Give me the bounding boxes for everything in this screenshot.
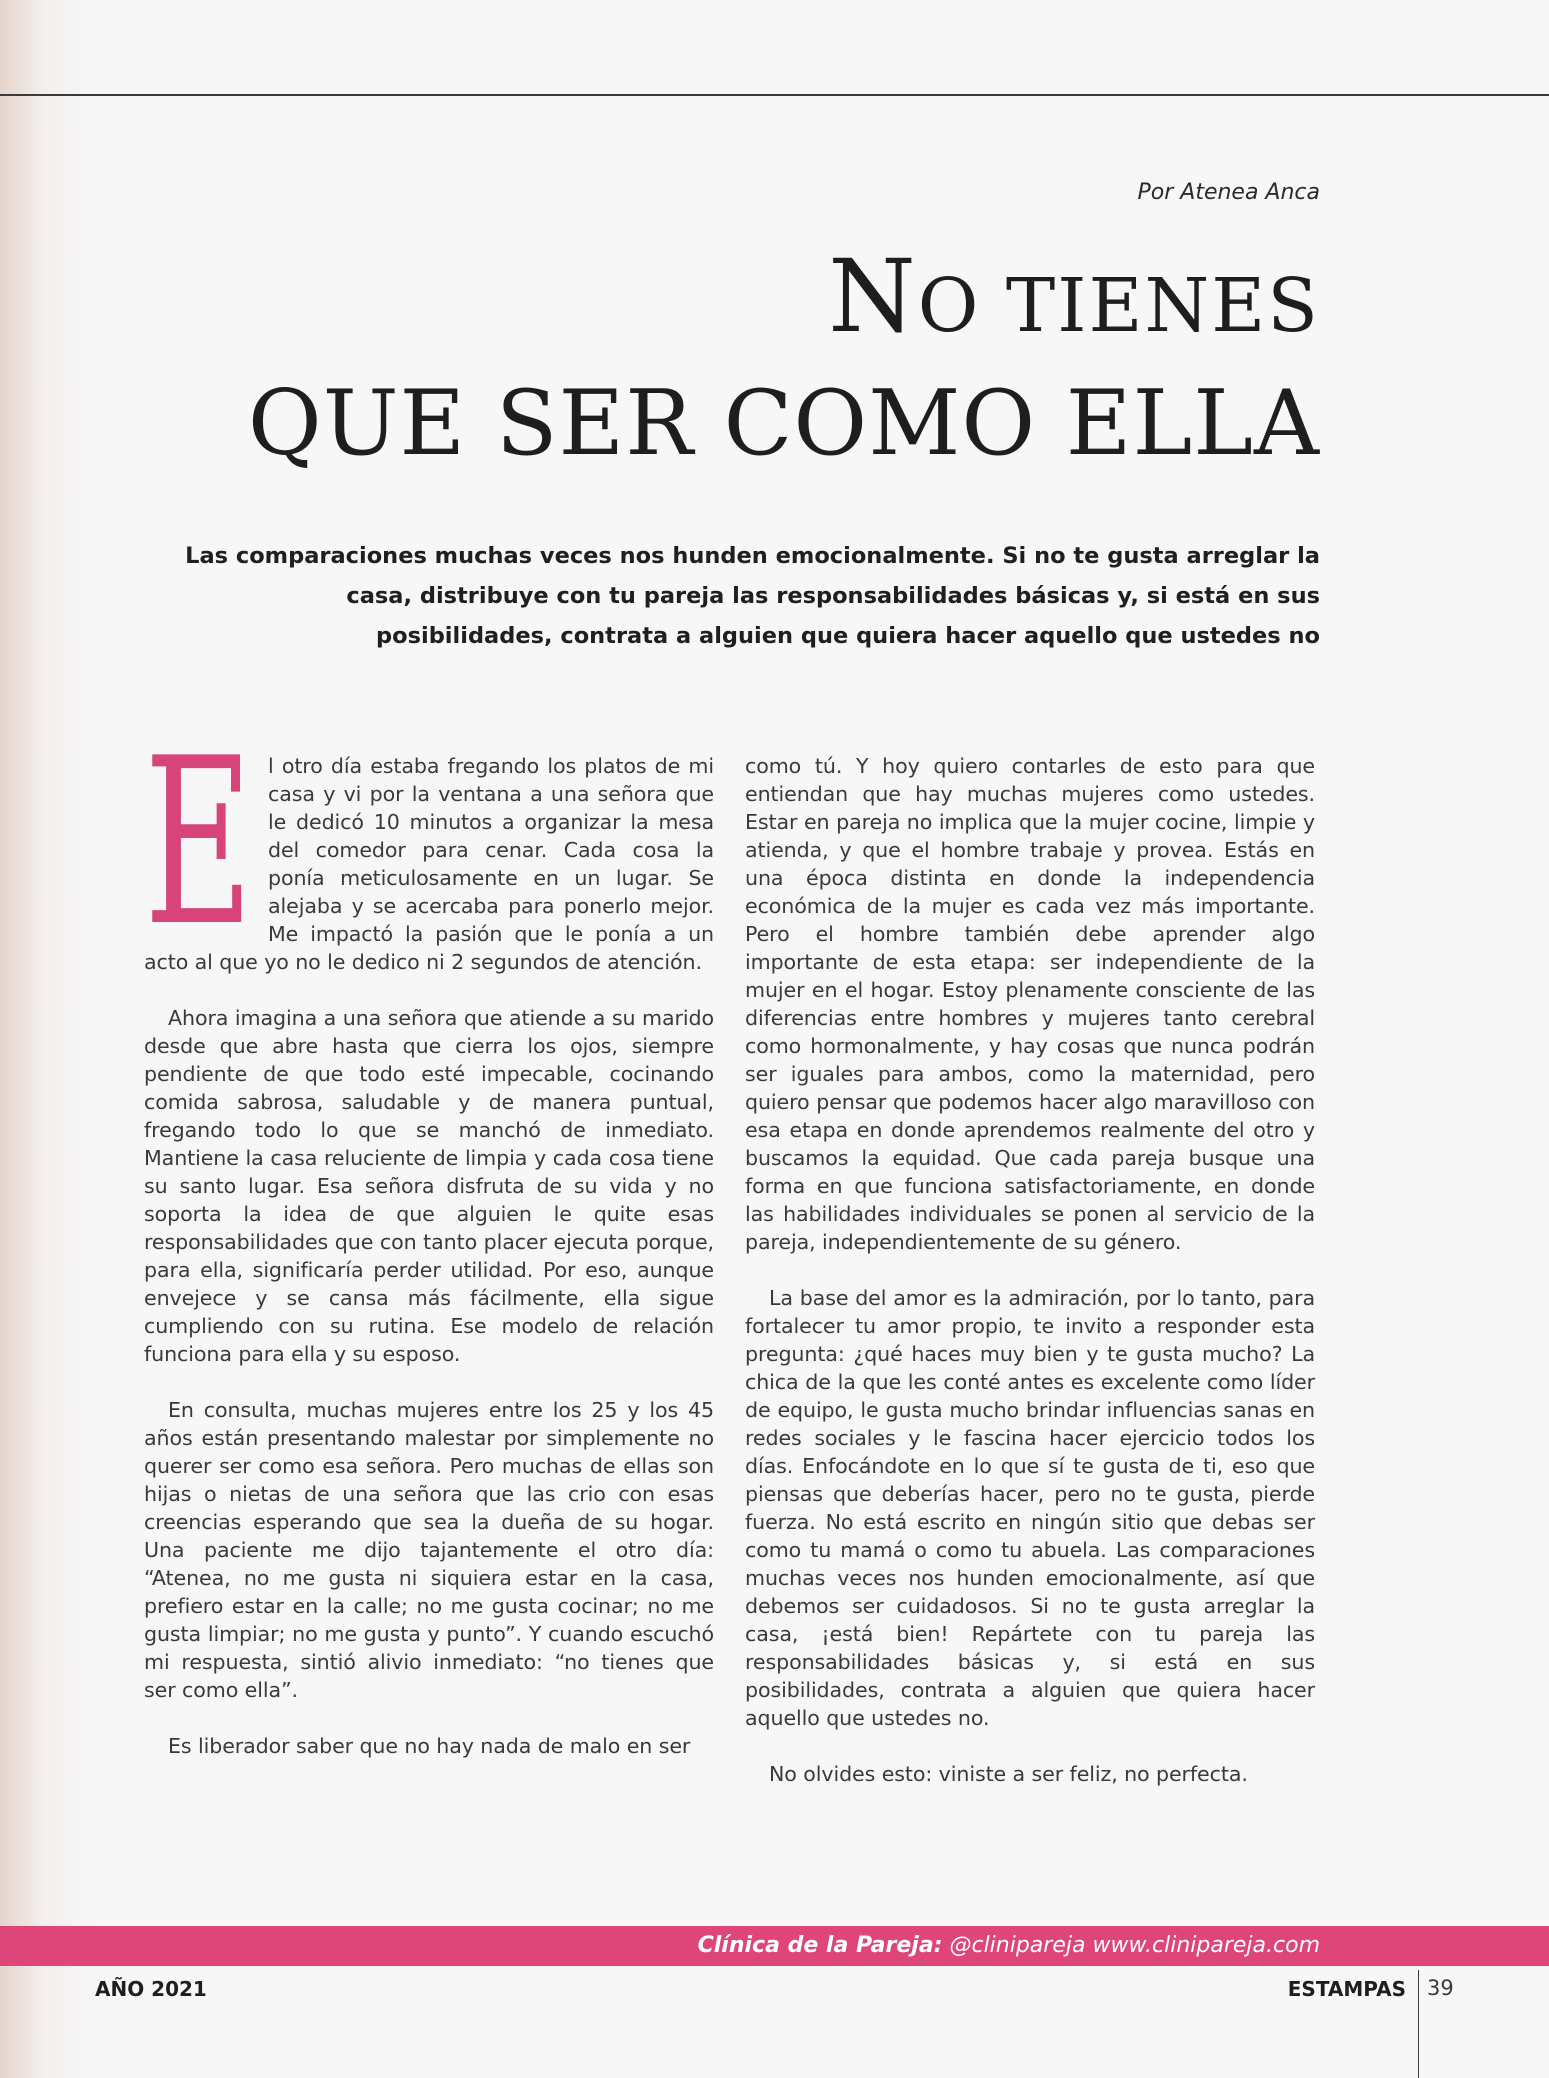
magazine-name: ESTAMPAS bbox=[1287, 1977, 1406, 2001]
paragraph: Es liberador saber que no hay nada de malo en ser bbox=[168, 1734, 691, 1758]
credit-handle: @clinipareja www.clinipareja.com bbox=[949, 1933, 1320, 1958]
byline: Por Atenea Anca bbox=[1137, 180, 1320, 205]
top-rule bbox=[0, 94, 1549, 96]
footer-credit-bar bbox=[0, 1926, 1549, 1966]
article-title bbox=[120, 238, 1320, 483]
credit-label: Clínica de la Pareja: bbox=[697, 1933, 943, 1958]
paragraph: En consulta, muchas mujeres entre los 25 y los 45 años están presentando malestar por simplemente no querer ser como esa señora. Pero muchas de ellas son hijas o nietas de una señora que las crio con esas creencias esperando que sea la dueña de su hogar. Una paciente me dijo tajantemente el otro día: “Atenea, no me gusta ni siquiera estar en la casa, prefiero estar en la calle; no me gusta cocinar; no me gusta limpiar; no me gusta y punto”. Y cuando escuchó mi respuesta, sintió alivio inmediato: “no tienes que ser como ella”. bbox=[144, 1398, 714, 1702]
paragraph bbox=[144, 710, 714, 977]
paragraph: Ahora imagina a una señora que atiende a su marido desde que abre hasta que cierra los ojos, siempre pendiente de que todo esté impecable, cocinando comida sabrosa, saludable y de manera puntual, fregando todo lo que se manchó de inmediato. Mantiene la casa reluciente de limpia y cada cosa tiene su santo lugar. Esa señora disfruta de su vida y no soporta la idea de que alguien le quite esas responsabilidades que con tanto placer ejecuta porque, para ella, significaría perder utilidad. Por eso, aunque envejece y se cansa más fácilmente, ella sigue cumpliendo con su rutina. Ese modelo de relación funciona para ella y su esposo. bbox=[144, 1006, 714, 1366]
article-column-right bbox=[745, 752, 1315, 1816]
article-column-left bbox=[144, 710, 714, 1788]
paragraph-text: l otro día estaba fregando los platos de mi casa y vi por la ventana a una señora que le dedicó 10 minutos a organizar la mesa del comedor para cenar. Cada cosa la ponía meticulosamente en un lugar. Se alejaba y se acercaba para ponerlo mejor. Me impactó la pasión que le ponía a un acto al que yo no le dedico ni 2 segundos de atención. bbox=[144, 754, 714, 974]
paragraph: La base del amor es la admiración, por lo tanto, para fortalecer tu amor propio, te invito a responder esta pregunta: ¿qué haces muy bien y te gusta mucho? La chica de la que les conté antes es excelente como líder de equipo, le gusta mucho brindar influencias sanas en redes sociales y le fascina hacer ejercicio todos los días. Enfocándote en lo que sí te gusta de ti, eso que piensas que deberías hacer, pero no te gusta, pierde fuerza. No está escrito en ningún sitio que debas ser como tu mamá o como tu abuela. Las comparaciones muchas veces nos hunden emocionalmente, así que debemos ser cuidadosos. Si no te gusta arreglar la casa, ¡está bien! Repártete con tu pareja las responsabilidades básicas y, si está en sus posibilidades, contrata a alguien que quiera hacer aquello que ustedes no. bbox=[745, 1286, 1315, 1730]
left-edge-photo-fade bbox=[0, 0, 95, 2078]
standfirst: Las comparaciones muchas veces nos hunden emocionalmente. Si no te gusta arreglar la casa, distribuye con tu pareja las responsabilidades básicas y, si está en sus posibilidades, contrata a alguien que quiera hacer aquello que ustedes no bbox=[185, 543, 1320, 649]
issue-year: AÑO 2021 bbox=[95, 1977, 207, 2001]
title-line-2: QUE SER COMO ELLA bbox=[247, 371, 1320, 476]
paragraph: No olvides esto: viniste a ser feliz, no perfecta. bbox=[769, 1762, 1248, 1786]
page-number-divider bbox=[1418, 1970, 1419, 2078]
title-line-1: NO TIENES bbox=[828, 238, 1320, 355]
page-number: 39 bbox=[1427, 1976, 1454, 2000]
drop-cap: E bbox=[144, 710, 254, 977]
footer-credit bbox=[698, 1932, 1320, 1960]
paragraph: como tú. Y hoy quiero contarles de esto para que entiendan que hay muchas mujeres como ustedes. Estar en pareja no implica que la mujer cocine, limpie y atienda, y que el hombre trabaje y provea. Estás en una época distinta en donde la independencia económica de la mujer es cada vez más importante. Pero el hombre también debe aprender algo importante de esta etapa: ser independiente de la mujer en el hogar. Estoy plenamente consciente de las diferencias entre hombres y mujeres tanto cerebral como hormonalmente, y hay cosas que nunca podrán ser iguales para ambos, como la maternidad, pero quiero pensar que podemos hacer algo maravilloso con esa etapa en donde aprendemos realmente del otro y buscamos la equidad. Que cada pareja busque una forma en que funciona satisfactoriamente, en donde las habilidades individuales se ponen al servicio de la pareja, independientemente de su género. bbox=[745, 754, 1315, 1254]
